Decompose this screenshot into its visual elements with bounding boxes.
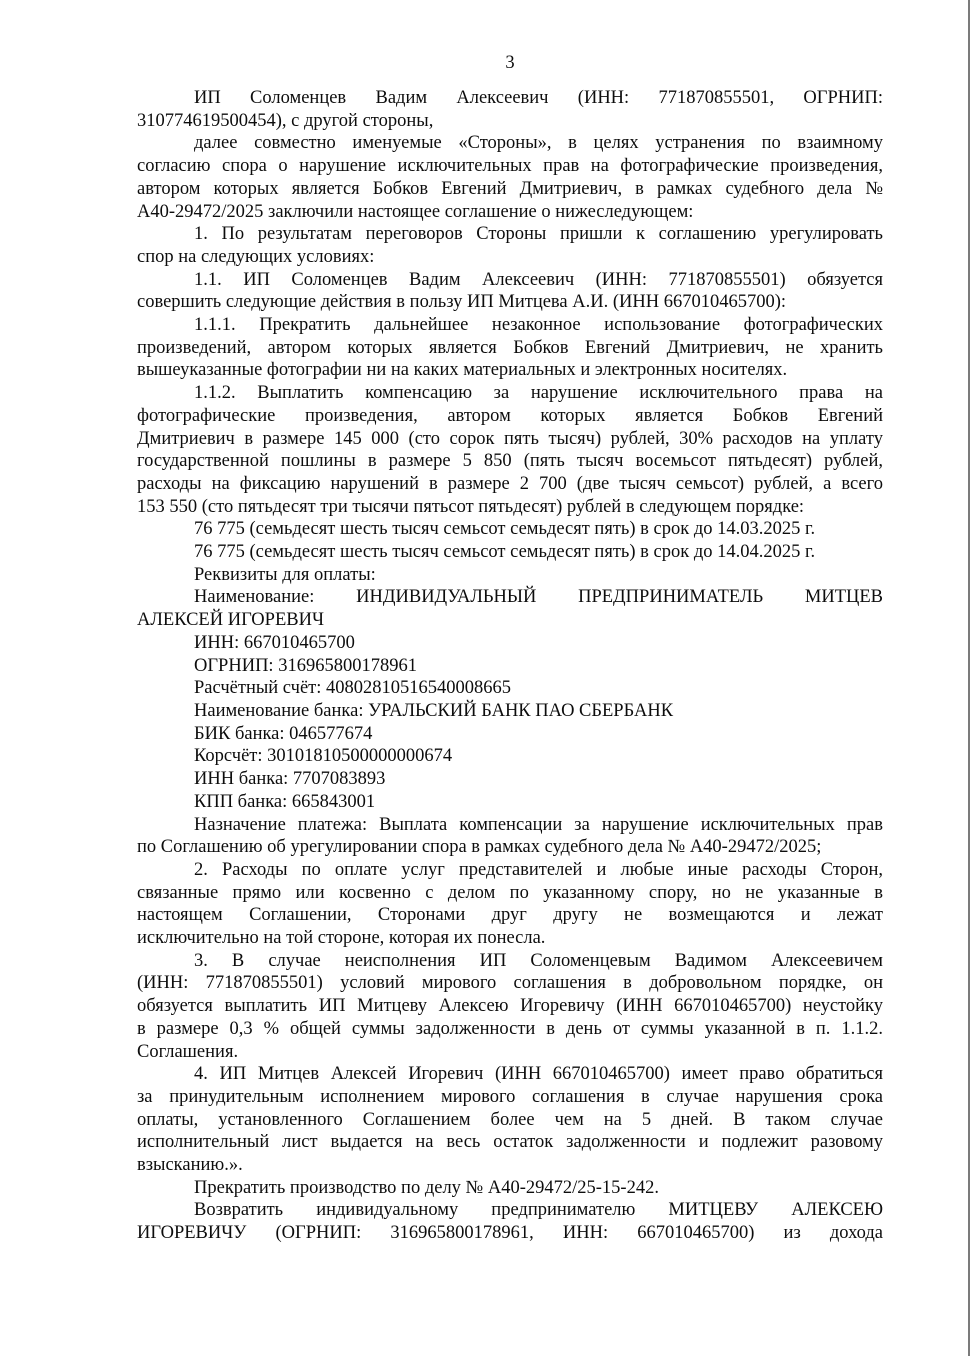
text-line: 153 550 (сто пятьдесят три тысячи пятьсот пятьдесят) рублей в следующем порядке:	[137, 496, 805, 517]
text-line: Наименование: ИНДИВИДУАЛЬНЫЙ ПРЕДПРИНИМАТЕЛЬ МИТЦЕВ	[194, 587, 883, 608]
text-line: настоящем Соглашении, Сторонами друг другу не возмещаются и лежат	[137, 905, 883, 926]
page-number: 3	[505, 53, 515, 73]
paragraph	[137, 814, 883, 859]
text-line: 1.1. ИП Соломенцев Вадим Алексеевич (ИНН: 771870855501) обязуется	[194, 269, 883, 290]
text-line: 76 775 (семьдесят шесть тысяч семьсот семьдесят пять) в срок до 14.04.2025 г.	[194, 542, 816, 563]
text-line: согласию спора о нарушение исключительных прав на фотографические произведения,	[137, 156, 883, 177]
text-line: взысканию.».	[137, 1155, 243, 1176]
text-line: 1. По результатам переговоров Стороны пришли к соглашению урегулировать	[194, 224, 883, 245]
text-line: АЛЕКСЕЙ ИГОРЕВИЧ	[137, 610, 324, 631]
text-line: 2. Расходы по оплате услуг представителей и любые иные расходы Сторон,	[194, 859, 883, 880]
text-line: совершить следующие действия в пользу ИП Митцева А.И. (ИНН 667010465700):	[137, 292, 787, 313]
paragraph	[137, 950, 883, 1064]
paragraph	[137, 700, 883, 723]
text-line: КПП банка: 665843001	[194, 791, 376, 812]
text-line: 1.1.1. Прекратить дальнейшее незаконное использование фотографических	[194, 315, 883, 336]
text-line: Расчётный счёт: 40802810516540008665	[194, 678, 512, 699]
text-line: 310774619500454), с другой стороны,	[137, 110, 434, 131]
text-line: автором которых является Бобков Евгений Дмитриевич, в рамках судебного дела №	[137, 178, 883, 199]
text-line: Наименование банка: УРАЛЬСКИЙ БАНК ПАО СБЕРБАНК	[194, 700, 674, 721]
text-line: 4. ИП Митцев Алексей Игоревич (ИНН 667010465700) имеет право обратиться	[194, 1064, 883, 1085]
paragraph	[137, 859, 883, 950]
text-line: ИНН: 667010465700	[194, 632, 355, 653]
text-line: спор на следующих условиях:	[137, 246, 375, 267]
paragraph	[137, 723, 883, 746]
paragraph	[137, 1063, 883, 1177]
paragraph	[137, 541, 883, 564]
paragraph	[137, 269, 883, 314]
paragraph	[137, 745, 883, 768]
paragraph	[137, 586, 883, 631]
text-line: фотографические произведения, автором которых является Бобков Евгений	[137, 405, 883, 426]
text-line: исключительно на той стороне, которая их понесла.	[137, 928, 546, 949]
text-line: ИП Соломенцев Вадим Алексеевич (ИНН: 771870855501, ОГРНИП:	[194, 88, 883, 108]
paragraph	[137, 223, 883, 268]
text-line: ИГОРЕВИЧУ (ОГРНИП: 316965800178961, ИНН: 667010465700) из дохода	[137, 1223, 883, 1244]
text-line: по Соглашению об урегулировании спора в рамках судебного дела № А40-29472/2025;	[137, 837, 822, 858]
text-line: государственной пошлины в размере 5 850 (пять тысяч восемьсот пятьдесят) рублей,	[137, 451, 883, 472]
paragraph	[137, 791, 883, 814]
text-line: связанные прямо или косвенно с делом по указанному спору, но не указанные в	[137, 882, 883, 903]
document-body	[137, 87, 883, 1245]
paragraph	[137, 1199, 883, 1244]
text-line: вышеуказанные фотографии ни на каких материальных и электронных носителях.	[137, 360, 788, 381]
text-line: Корсчёт: 30101810500000000674	[194, 746, 453, 767]
text-line: произведений, автором которых является Бобков Евгений Дмитриевич, не хранить	[137, 337, 883, 358]
text-line: за принудительным исполнением мирового соглашения в случае нарушения срока	[137, 1086, 883, 1107]
paragraph	[137, 518, 883, 541]
text-line: расходы на фиксацию нарушений в размере 2 700 (две тысяч семьсот) рублей, а всего	[137, 473, 883, 494]
text-line: Соглашения.	[137, 1041, 239, 1062]
text-line: 76 775 (семьдесят шесть тысяч семьсот семьдесят пять) в срок до 14.03.2025 г.	[194, 519, 816, 540]
paragraph	[137, 1177, 883, 1200]
text-line: в размере 0,3 % общей суммы задолженности в день от суммы указанной в п. 1.1.2.	[137, 1018, 883, 1039]
text-line: далее совместно именуемые «Стороны», в целях устранения по взаимному	[194, 133, 883, 154]
paragraph	[137, 87, 883, 132]
scan-edge-line	[968, 0, 970, 1356]
text-line: ОГРНИП: 316965800178961	[194, 655, 417, 676]
paragraph	[137, 314, 883, 382]
paragraph	[137, 564, 883, 587]
text-line: А40-29472/2025 заключили настоящее соглашение о нижеследующем:	[137, 201, 694, 222]
paragraph	[137, 655, 883, 678]
paragraph	[137, 677, 883, 700]
text-line: Назначение платежа: Выплата компенсации за нарушение исключительных прав	[194, 814, 883, 835]
text-line: 1.1.2. Выплатить компенсацию за нарушение исключительного права на	[194, 383, 883, 404]
text-line: ИНН банка: 7707083893	[194, 769, 386, 790]
paragraph	[137, 382, 883, 518]
paragraph	[137, 768, 883, 791]
text-line: Прекратить производство по делу № А40-29472/25-15-242.	[194, 1177, 659, 1198]
paragraph	[137, 132, 883, 223]
paragraph	[137, 632, 883, 655]
text-line: (ИНН: 771870855501) условий мирового соглашения в добровольном порядке, он	[137, 973, 883, 994]
text-line: оплаты, установленного Соглашением более чем на 5 дней. В таком случае	[137, 1109, 883, 1130]
text-line: 3. В случае неисполнения ИП Соломенцевым Вадимом Алексеевичем	[194, 950, 883, 971]
text-line: Возвратить индивидуальному предпринимателю МИТЦЕВУ АЛЕКСЕЮ	[194, 1200, 883, 1221]
text-line: Реквизиты для оплаты:	[194, 564, 376, 585]
text-line: Дмитриевич в размере 145 000 (сто сорок пять тысяч) рублей, 30% расходов на уплату	[137, 428, 883, 449]
text-line: БИК банка: 046577674	[194, 723, 373, 744]
text-line: исполнительный лист выдается на весь остаток задолженности и подлежит разовому	[137, 1132, 883, 1153]
text-line: обязуется выплатить ИП Митцеву Алексею Игоревичу (ИНН 667010465700) неустойку	[137, 996, 883, 1017]
